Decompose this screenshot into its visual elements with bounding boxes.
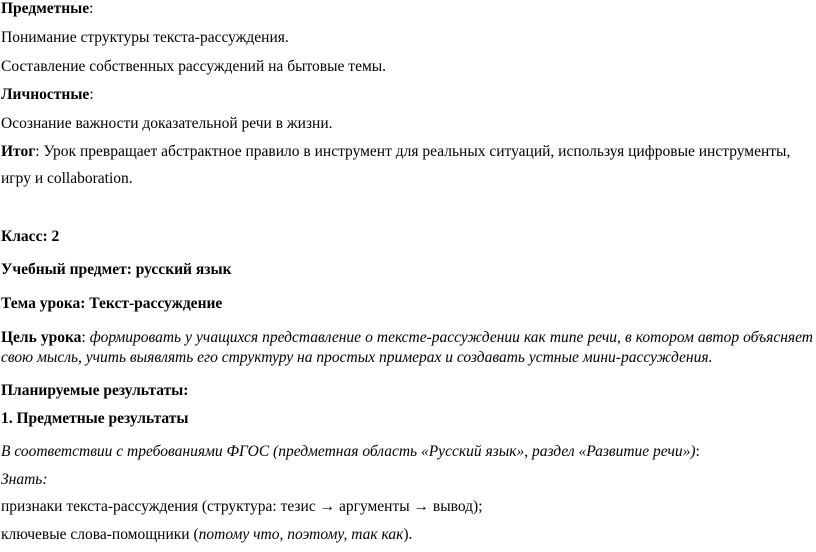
keywords-prefix: ключевые слова-помощники ( <box>1 526 199 543</box>
fgos-text: В соответствии с требованиями ФГОС (предметная область «Русский язык», раздел «Развитие речи») <box>1 443 696 460</box>
fgos-line <box>1 443 700 461</box>
goal-label: Цель урока <box>1 329 82 346</box>
keywords-line <box>1 526 412 544</box>
summary-text-1: : Урок превращает абстрактное правило в инструмент для реальных ситуаций, используя цифровые инструменты, <box>35 143 791 160</box>
fgos-colon: : <box>695 443 700 460</box>
know-item-1: признаки текста-рассуждения (структура: тезис → аргументы → вывод); <box>1 498 483 515</box>
summary-line-2: игру и collaboration. <box>1 170 133 187</box>
colon: : <box>89 86 94 103</box>
goal-colon: : <box>81 329 90 346</box>
subject-item-1: Понимание структуры текста-рассуждения. <box>1 29 289 46</box>
colon: : <box>89 0 94 17</box>
goal-text: формировать у учащихся представление о тексте-рассуждении как типе речи, в котором автор объясняет свою мысль, учить выявлять его структуру на простых примерах и создавать устные мини-рассуждения. <box>1 329 813 366</box>
summary-label: Итог <box>1 143 36 160</box>
subject-item-2: Составление собственных рассуждений на бытовые темы. <box>1 58 387 75</box>
keywords-italic: потому что, поэтому, так как <box>198 526 404 543</box>
class-line: Класс: 2 <box>1 228 60 245</box>
subject-line: Учебный предмет: русский язык <box>1 261 232 278</box>
subject-heading: Предметные <box>1 0 90 17</box>
summary-line-1 <box>1 143 790 161</box>
goal-paragraph <box>1 328 813 368</box>
subject-results-heading-line <box>1 0 93 18</box>
know-label: Знать: <box>1 471 48 488</box>
personal-results-heading-line <box>1 86 94 104</box>
keywords-suffix: ). <box>403 526 413 543</box>
subject-results-heading: 1. Предметные результаты <box>1 410 189 427</box>
personal-item-1: Осознание важности доказательной речи в жизни. <box>1 115 333 132</box>
topic-line: Тема урока: Текст-рассуждение <box>1 295 223 312</box>
personal-heading: Личностные <box>1 86 90 103</box>
results-heading: Планируемые результаты: <box>1 382 189 399</box>
